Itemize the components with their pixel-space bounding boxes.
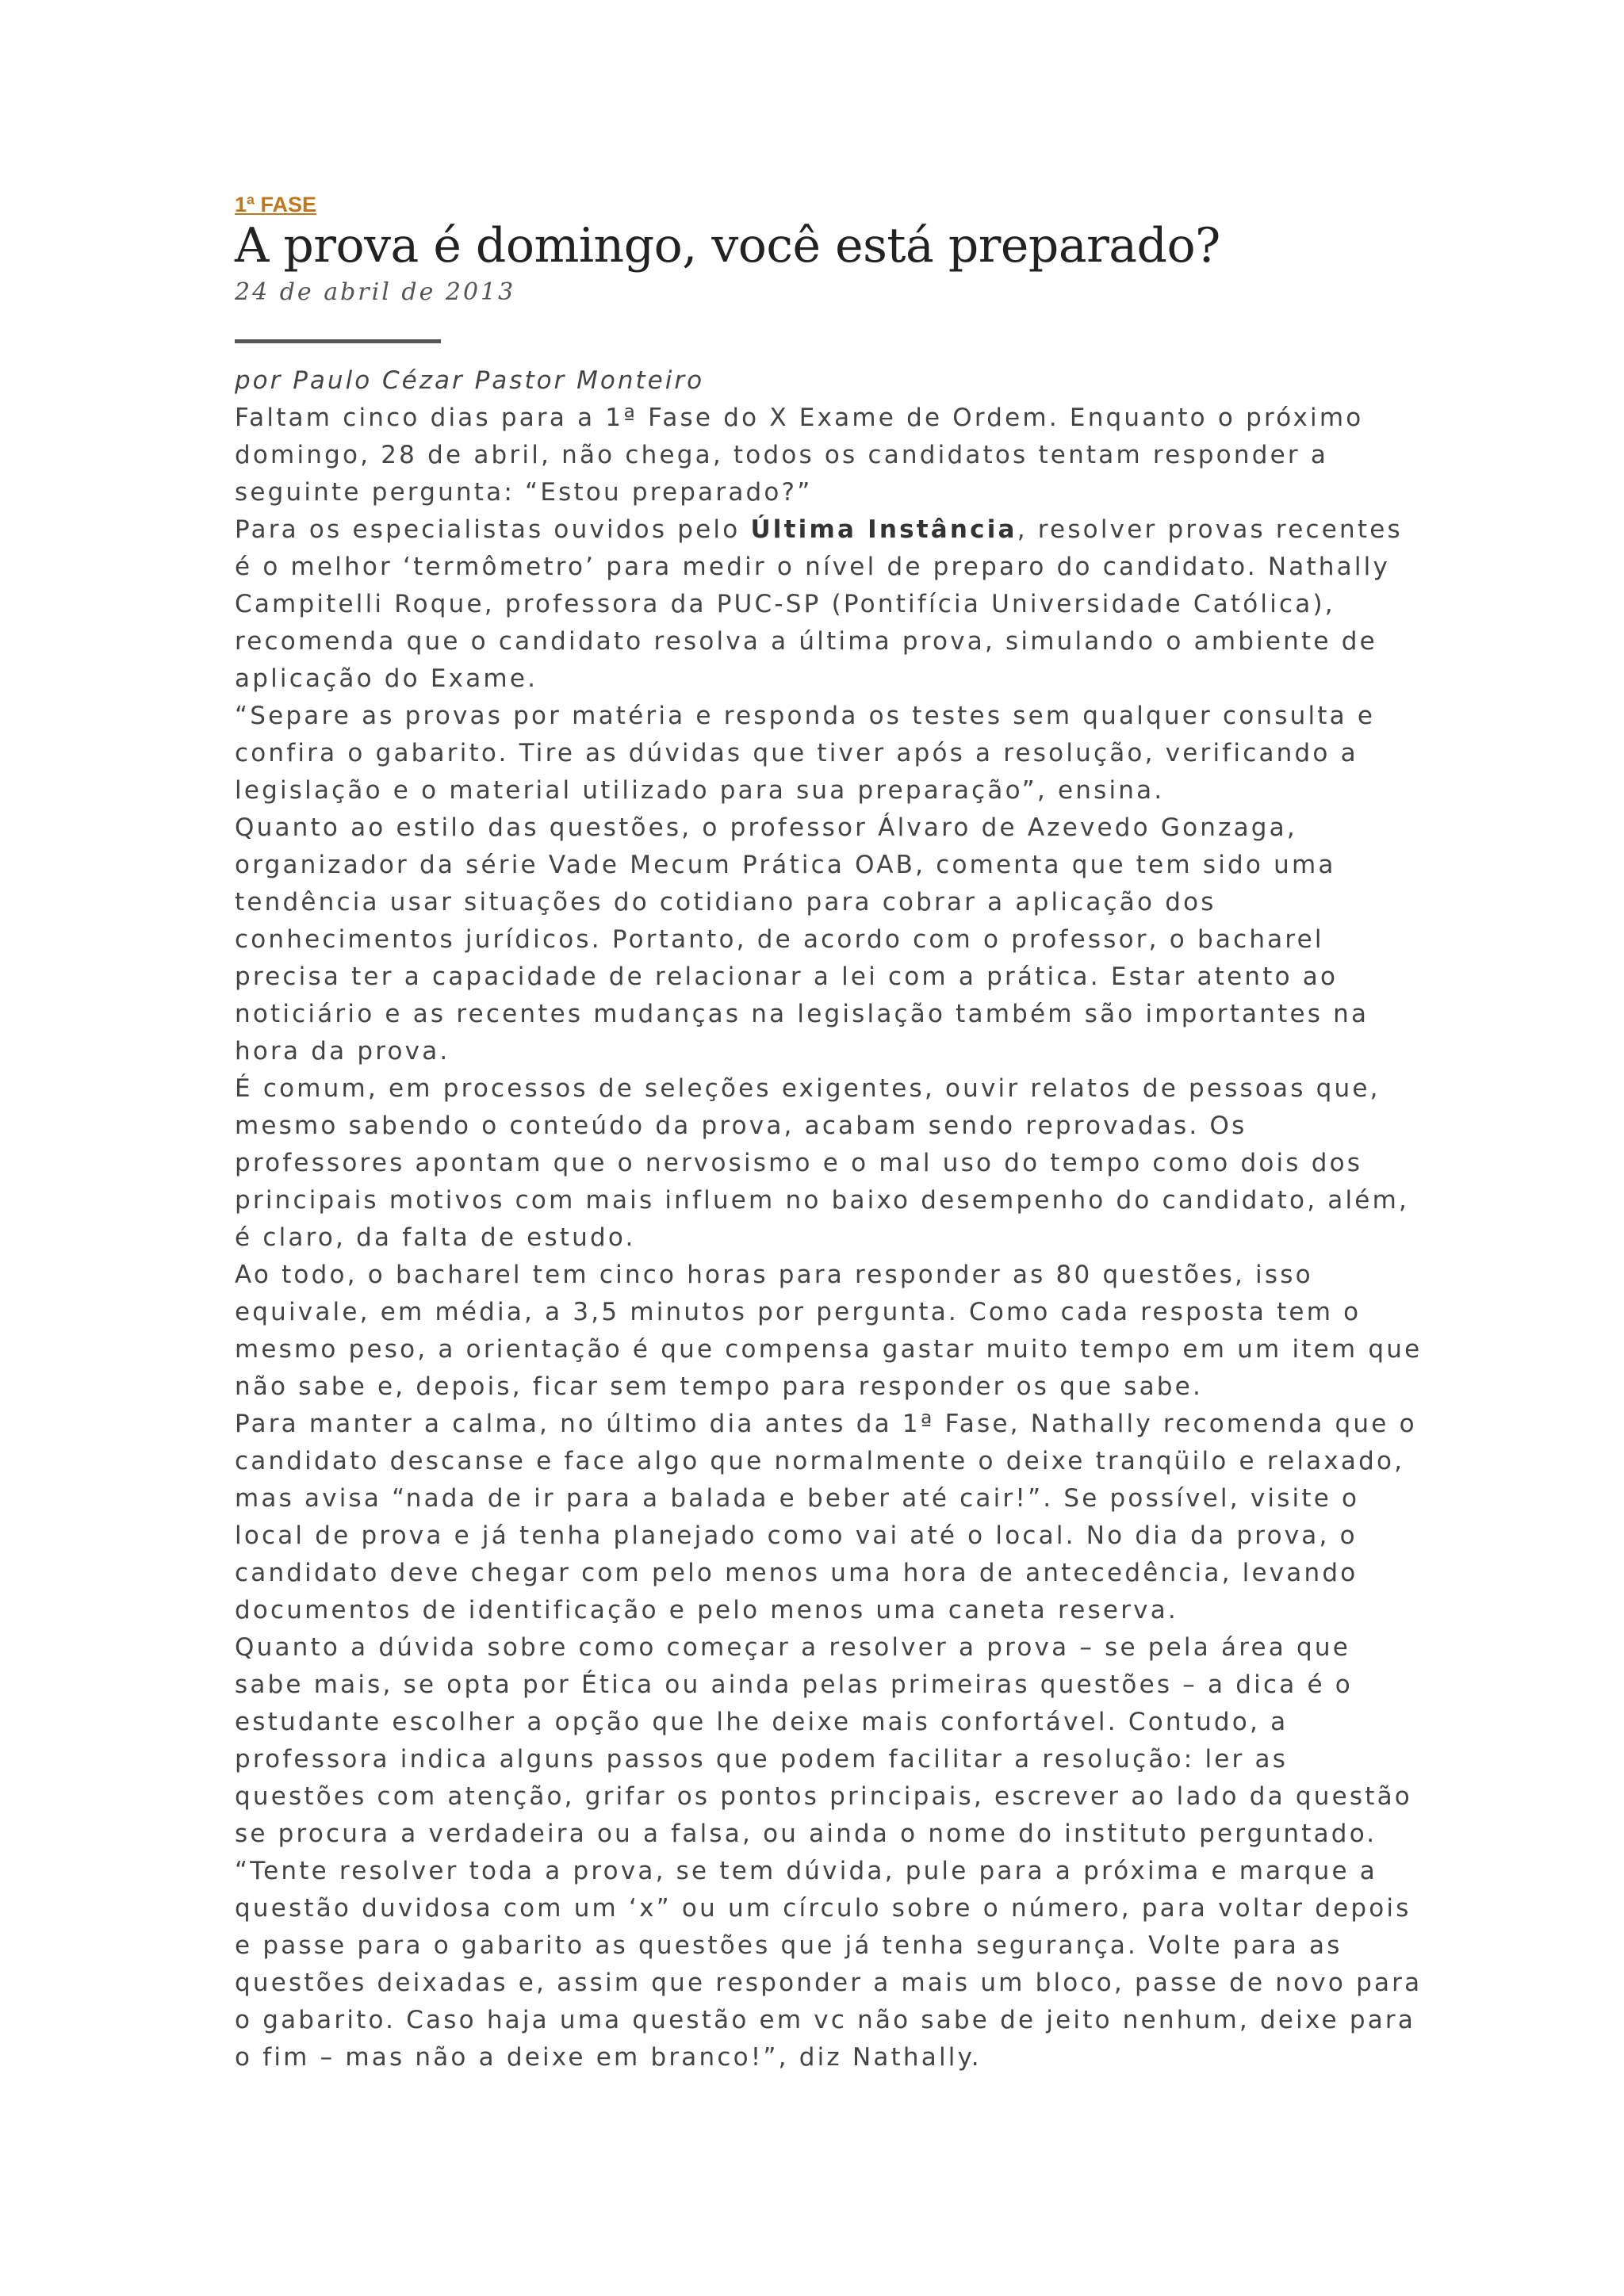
paragraph-2-after: , resolver provas recentes é o melhor ‘termômetro’ para medir o nível de preparo do candidato. Nathally Campitelli Roque, professora da PUC-SP (Pontifícia Universidade Católica), recomenda que o candidato resolva a última prova, simulando o ambiente de aplicação do Exame.	[235, 515, 1403, 693]
paragraph-2	[235, 511, 1424, 698]
article-body	[235, 400, 1424, 2076]
paragraph-8: Quanto a dúvida sobre como começar a resolver a prova – se pela área que sabe mais, se opta por Ética ou ainda pelas primeiras questões – a dica é o estudante escolher a opção que lhe deixe mais confortável. Contudo, a professora indica alguns passos que podem facilitar a resolução: ler as questões com atenção, grifar os pontos principais, escrever ao lado da questão se procura a verdadeira ou a falsa, ou ainda o nome do instituto perguntado.	[235, 1633, 1412, 1848]
category-link[interactable]: 1ª FASE	[235, 193, 317, 216]
divider	[235, 339, 441, 343]
article-byline: por Paulo Cézar Pastor Monteiro	[235, 366, 705, 395]
paragraph-3: “Separe as provas por matéria e responda os testes sem qualquer consulta e confira o gabarito. Tire as dúvidas que tiver após a resolução, verificando a legislação e o material utilizado para sua preparação”, ensina.	[235, 702, 1376, 805]
paragraph-5: É comum, em processos de seleções exigentes, ouvir relatos de pessoas que, mesmo sabendo o conteúdo da prova, acabam sendo reprovadas. Os professores apontam que o nervosismo e o mal uso do tempo como dois dos principais motivos com mais influem no baixo desempenho do candidato, além, é claro, da falta de estudo.	[235, 1074, 1410, 1252]
paragraph-6: Ao todo, o bacharel tem cinco horas para responder as 80 questões, isso equivale, em média, a 3,5 minutos por pergunta. Como cada resposta tem o mesmo peso, a orientação é que compensa gastar muito tempo em um item que não sabe e, depois, ficar sem tempo para responder os que sabe.	[235, 1261, 1423, 1401]
paragraph-7: Para manter a calma, no último dia antes da 1ª Fase, Nathally recomenda que o candidato descanse e face algo que normalmente o deixe tranqüilo e relaxado, mas avisa “nada de ir para a balada e beber até cair!”. Se possível, visite o local de prova e já tenha planejado como vai até o local. No dia da prova, o candidato deve chegar com pelo menos uma hora de antecedência, levando documentos de identificação e pelo menos uma caneta reserva.	[235, 1410, 1417, 1624]
article-date: 24 de abril de 2013	[235, 278, 516, 306]
paragraph-2-before: Para os especialistas ouvidos pelo	[235, 515, 751, 544]
paragraph-4: Quanto ao estilo das questões, o professor Álvaro de Azevedo Gonzaga, organizador da série Vade Mecum Prática OAB, comenta que tem sido uma tendência usar situações do cotidiano para cobrar a aplicação dos conhecimentos jurídicos. Portanto, de acordo com o professor, o bacharel precisa ter a capacidade de relacionar a lei com a prática. Estar atento ao noticiário e as recentes mudanças na legislação também são importantes na hora da prova.	[235, 813, 1369, 1066]
article	[235, 190, 1424, 2076]
paragraph-9: “Tente resolver toda a prova, se tem dúvida, pule para a próxima e marque a questão duvidosa com um ‘x” ou um círculo sobre o número, para voltar depois e passe para o gabarito as questões que já tenha segurança. Volte para as questões deixadas e, assim que responder a mais um bloco, passe de novo para o gabarito. Caso haja uma questão em vc não sabe de jeito nenhum, deixe para o fim – mas não a deixe em branco!”, diz Nathally.	[235, 1857, 1423, 2072]
article-title: A prova é domingo, você está preparado?	[235, 218, 1220, 274]
publication-name: Última Instância	[750, 515, 1017, 544]
paragraph-1: Faltam cinco dias para a 1ª Fase do X Exame de Ordem. Enquanto o próximo domingo, 28 de abril, não chega, todos os candidatos tentam responder a seguinte pergunta: “Estou preparado?”	[235, 404, 1364, 507]
